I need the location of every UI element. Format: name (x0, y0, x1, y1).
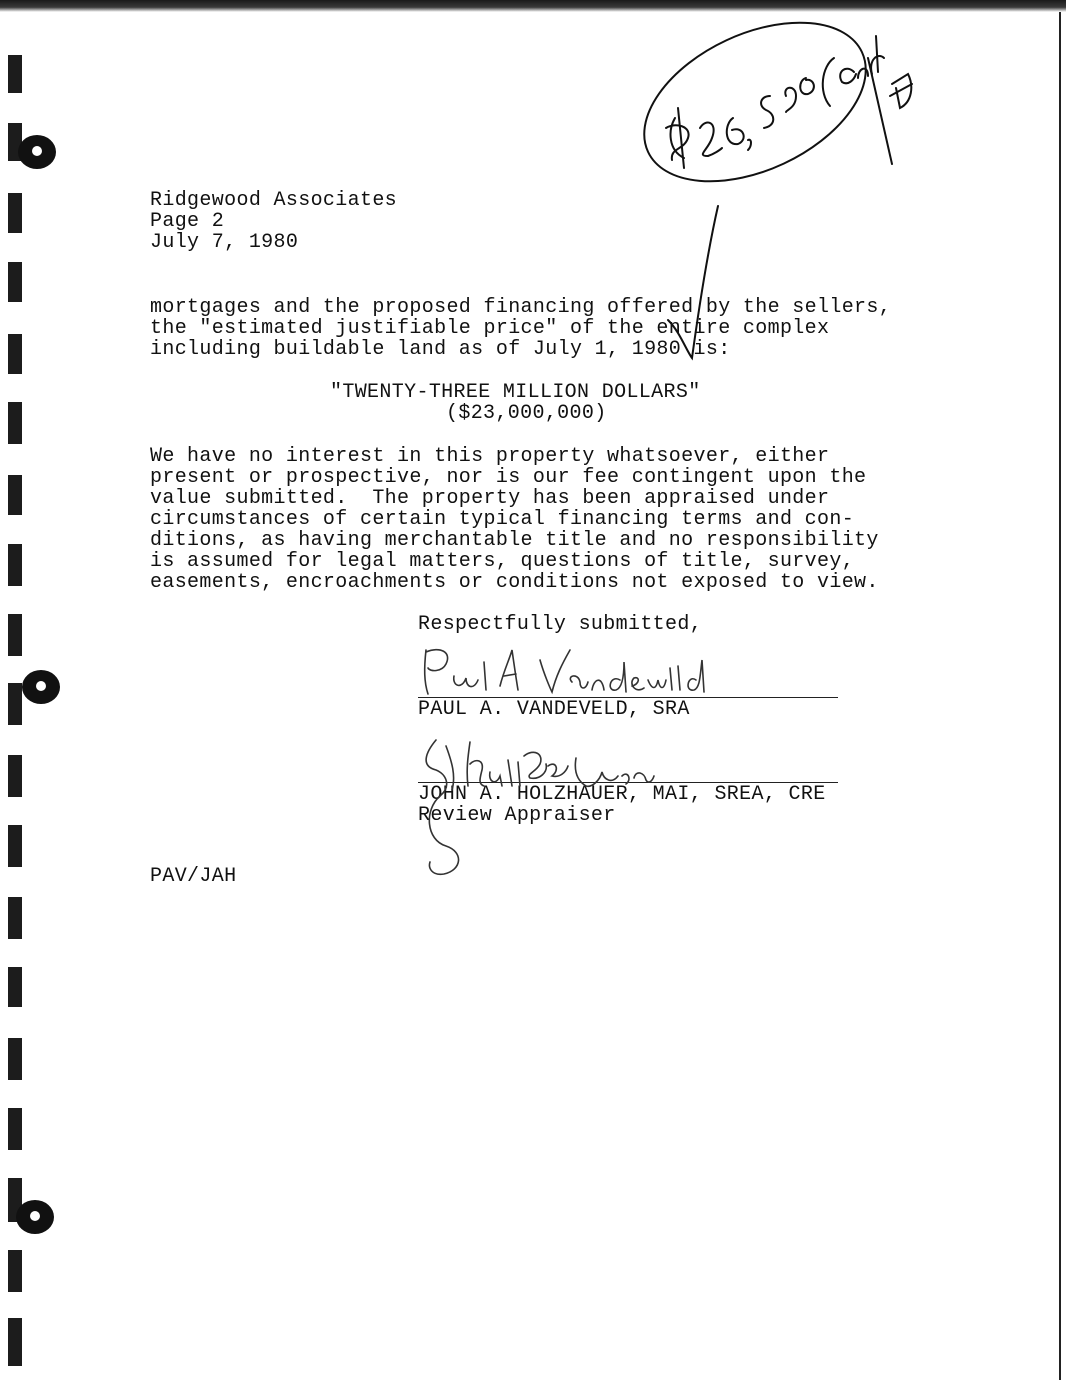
paragraph-line: value submitted. The property has been appraised under (150, 487, 830, 510)
punch-mark (8, 193, 22, 233)
paragraph-line: easements, encroachments or conditions not exposed to view. (150, 571, 879, 594)
punch-mark (8, 1038, 22, 1080)
page-number: Page 2 (150, 210, 225, 233)
paragraph-line: including buildable land as of July 1, 1980 is: (150, 338, 731, 361)
punch-mark (8, 544, 22, 586)
scan-top-edge (0, 0, 1066, 12)
punch-mark (8, 755, 22, 797)
paragraph-line: is assumed for legal matters, questions of title, survey, (150, 550, 855, 573)
binder-hole (22, 670, 60, 704)
paragraph-line: We have no interest in this property whatsoever, either (150, 445, 830, 468)
note-circle (619, 0, 890, 213)
binder-hole (16, 1200, 54, 1234)
paragraph-line: the "estimated justifiable price" of the entire complex (150, 317, 830, 340)
initial-mark (890, 74, 912, 108)
price-words: "TWENTY-THREE MILLION DOLLARS" (330, 381, 701, 404)
punch-mark (8, 825, 22, 867)
tick-stroke (868, 58, 892, 164)
punch-mark (8, 614, 22, 656)
addressee: Ridgewood Associates (150, 189, 398, 212)
punch-mark (8, 262, 22, 302)
scan-right-edge (1059, 12, 1061, 1380)
punch-mark (8, 1108, 22, 1150)
signature-vandeveld (425, 650, 704, 694)
signer-2-name: JOHN A. HOLZHAUER, MAI, SREA, CRE (418, 783, 826, 806)
punch-mark (8, 475, 22, 515)
punch-mark (8, 334, 22, 374)
punch-mark (8, 1250, 22, 1292)
punch-mark (8, 683, 22, 725)
paragraph-line: circumstances of certain typical financing terms and con- (150, 508, 855, 531)
handwritten-note (619, 0, 912, 213)
punch-mark (8, 402, 22, 444)
paragraph-line: present or prospective, nor is our fee contingent upon the (150, 466, 867, 489)
punch-mark (8, 1318, 22, 1366)
signer-2-title: Review Appraiser (418, 804, 616, 827)
punch-mark (8, 967, 22, 1007)
paragraph-line: ditions, as having merchantable title and no responsibility (150, 529, 879, 552)
signer-1-name: PAUL A. VANDEVELD, SRA (418, 698, 690, 721)
paragraph-line: mortgages and the proposed financing offered by the sellers, (150, 296, 892, 319)
closing-salutation: Respectfully submitted, (418, 613, 703, 636)
reference-initials: PAV/JAH (150, 865, 237, 888)
punch-mark (8, 55, 22, 93)
punch-mark (8, 897, 22, 939)
price-figure: ($23,000,000) (446, 402, 607, 425)
note-handwriting (666, 36, 884, 168)
binder-hole (18, 135, 56, 169)
letter-date: July 7, 1980 (150, 231, 299, 254)
